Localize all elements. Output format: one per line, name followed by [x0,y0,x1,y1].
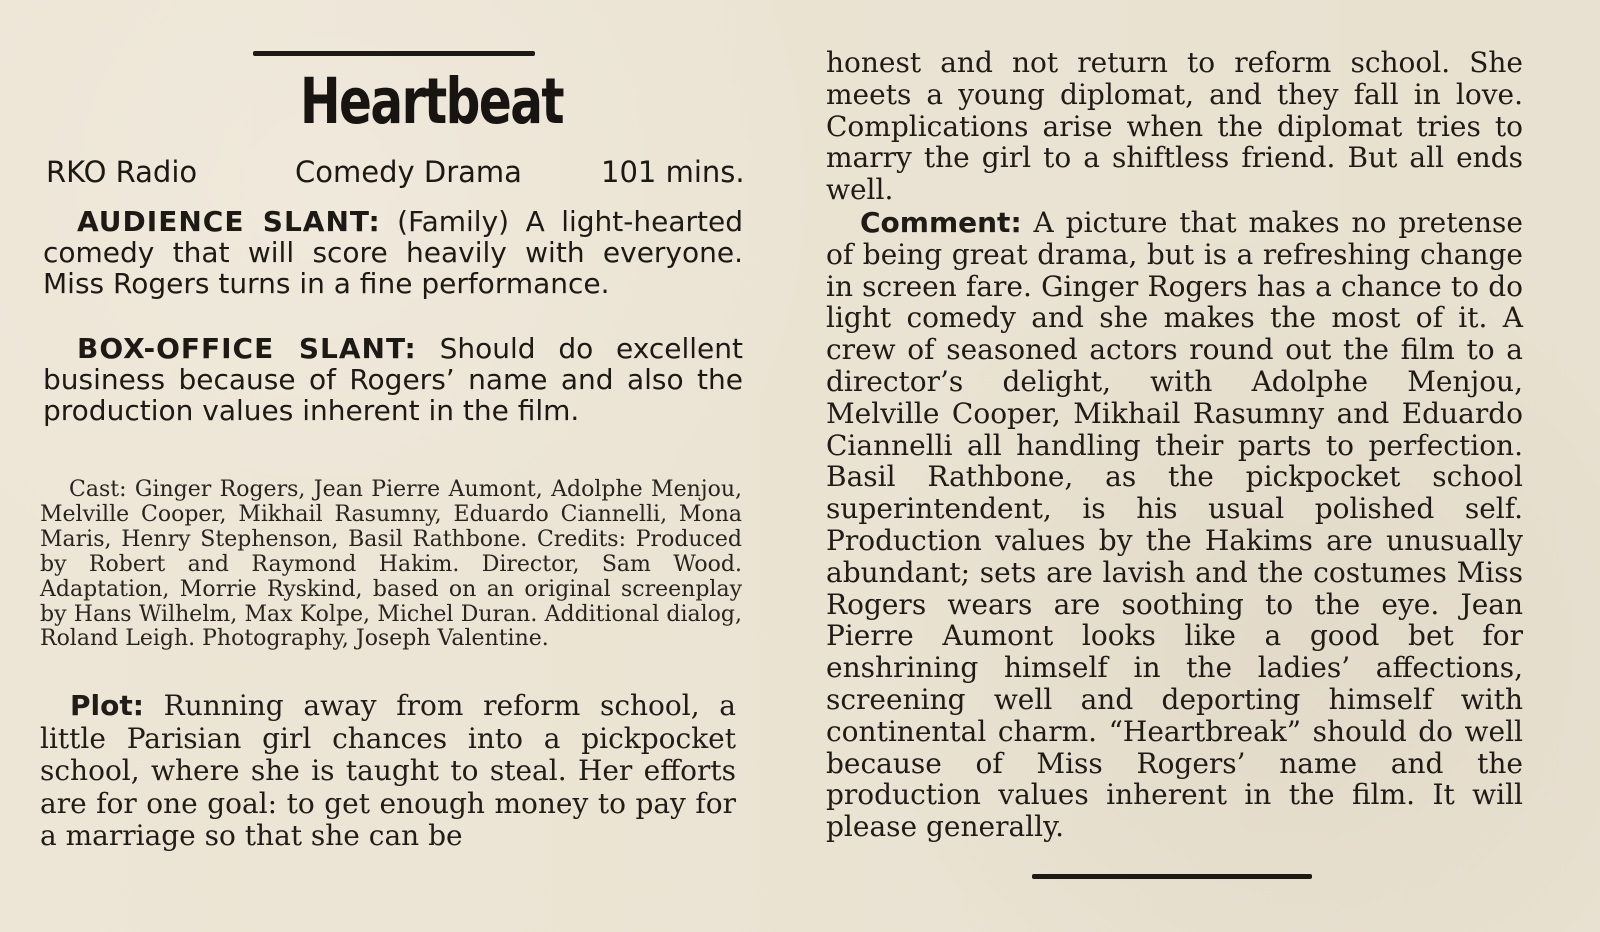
plot-paragraph [40,690,736,853]
review-title: Heartbeat [300,65,564,138]
bottom-rule [1032,874,1312,879]
box-office-slant-paragraph [43,333,743,426]
audience-slant-text: (Family) A light-hearted comedy that will score heavily with everyone. Miss Rogers turns in a fine performance. [43,205,743,300]
plot-continued-paragraph: honest and not return to reform school. She meets a young diplomat, and they fall in love. Complications arise when the diplomat tries to marry the girl to a shiftless friend. But all ends well. [826,46,1523,207]
plot-text: Running away from reform school, a little Parisian girl chances into a pickpocket school, where she is taught to steal. Her efforts are for one goal: to get enough money to pay for a marriage so that she can be [40,689,736,852]
top-rule [253,51,535,56]
plot-label: Plot: [70,689,144,722]
comment-text: A picture that makes no pretense of being great drama, but is a refreshing change in screen fare. Ginger Rogers has a chance to do light comedy and she makes the most of it. A crew of seasoned actors round out the film to a director’s delight, with Adolphe Menjou, Melville Cooper, Mikhail Rasumny and Eduardo Ciannelli all handling their parts to perfection. Basil Rathbone, as the pickpocket school superintendent, is his usual polished self. Production values by the Hakims are unusually abundant; sets are lavish and the costumes Miss Rogers wears are soothing to the eye. Jean Pierre Aumont looks like a good bet for enshrining himself in the ladies’ affections, screening well and deporting himself with continental charm. “Heartbreak” should do well because of Miss Rogers’ name and the production values inherent in the film. It will please generally. [826,206,1523,844]
genre-label: Comedy Drama [295,155,522,189]
box-office-slant-text: Should do excellent business because of Rogers’ name and also the production values inherent in the film. [43,332,743,427]
box-office-slant-label: BOX-OFFICE SLANT: [77,332,417,365]
studio-name: RKO Radio [46,155,198,189]
cast-credits-paragraph: Cast: Ginger Rogers, Jean Pierre Aumont, Adolphe Menjou, Melville Cooper, Mikhail Rasumny, Eduardo Ciannelli, Mona Maris, Henry Stephenson, Basil Rathbone. Credits: Produced by Robert and Raymond Hakim. Director, Sam Wood. Adaptation, Morrie Ryskind, based on an original screenplay by Hans Wilhelm, Max Kolpe, Michel Duran. Additional dialog, Roland Leigh. Photography, Joseph Valentine. [40,477,742,652]
audience-slant-paragraph [43,206,743,299]
audience-slant-label: AUDIENCE SLANT: [77,205,381,238]
comment-paragraph [826,207,1523,843]
runtime-label: 101 mins. [601,155,745,189]
comment-label: Comment: [860,206,1022,239]
